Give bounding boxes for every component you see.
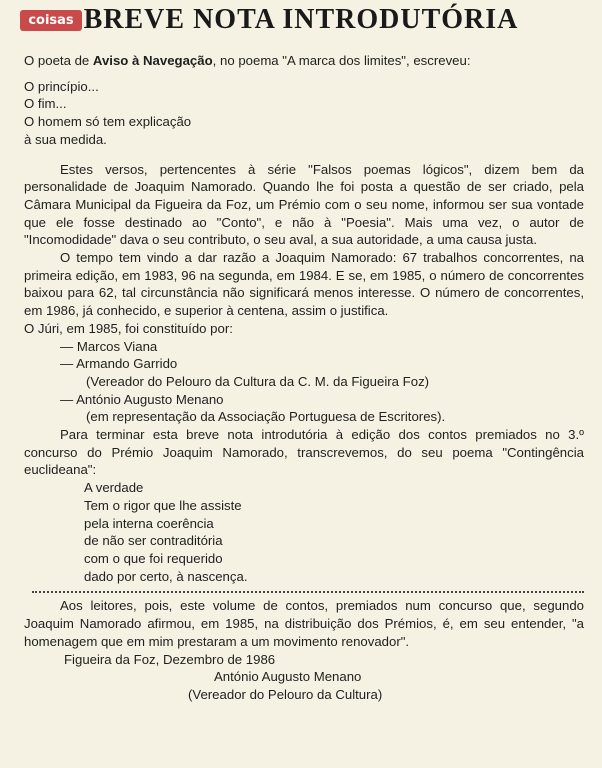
place-date: Figueira da Foz, Dezembro de 1986 (64, 651, 276, 667)
verse-line: O fim... (24, 96, 67, 112)
poem-line: A verdade (84, 480, 144, 496)
spacer (24, 149, 584, 161)
intro-before: O poeta de (24, 53, 93, 68)
page-title: BREVE NOTA INTRODUTÓRIA (83, 4, 519, 35)
jury-member: — António Augusto Menano (60, 391, 224, 407)
paragraph-4: Aos leitores, pois, este volume de contos, premiados num concurso que, segundo Joaquim Namorado afirmou, em 1985, na distribuição dos Prémios, é, em seu entender, "a homenagem que em mim prestaram a um movimento renovador". (24, 598, 584, 649)
verse-line: O homem só tem explicação (24, 114, 192, 130)
paragraph-1: Estes versos, pertencentes à série "Falsos poemas lógicos", dizem bem da personalidade de Joaquim Namorado. Quando lhe foi posta a questão de ser criado, pela Câmara Municipal da Figueira da Foz, um Prémio com o seu nome, informou ser sua vontade que ele fosse destinado ao "Conto", e não à "Poesia". Mais uma vez, o autor de "Incomodidade" dava o seu contributo, o seu aval, a sua autoridade, a uma causa justa. (24, 161, 584, 248)
jury-member-note: (Vereador do Pelouro da Cultura da C. M. da Figueira Foz) (86, 373, 430, 389)
intro-book-title: Aviso à Navegação (92, 53, 213, 68)
paragraph-2: O tempo tem vindo a dar razão a Joaquim Namorado: 67 trabalhos concorrentes, na primeira edição, em 1983, 96 na segunda, em 1984. E se, em 1985, o número de concorrentes baixou para 62, tal circunstância não significará menos interesse. O número de concorrentes, em 1986, já conhecido, e superior à centena, assim o justifica. (24, 250, 584, 319)
verse-line: O princípio... (24, 78, 99, 94)
document-body (24, 52, 584, 704)
watermark-logo: coisas (20, 10, 82, 31)
intro-line (24, 52, 584, 70)
jury-member-note: (em representação da Associação Portuguesa de Escritores). (86, 409, 446, 425)
dotted-divider (32, 591, 584, 593)
verse-line: à sua medida. (24, 131, 107, 147)
signature-role: (Vereador do Pelouro da Cultura) (188, 686, 383, 702)
jury-member: — Marcos Viana (60, 338, 158, 354)
jury-member: — Armando Garrido (60, 356, 178, 372)
poem-line: pela interna coerência (84, 515, 214, 531)
intro-after: , no poema "A marca dos limites", escreveu: (212, 53, 471, 68)
poem-line: com o que foi requerido (84, 550, 223, 566)
spacer (24, 70, 584, 78)
signature-name: António Augusto Menano (214, 669, 362, 685)
poem-line: de não ser contraditória (84, 533, 223, 549)
poem-line: dado por certo, à nascença. (84, 568, 248, 584)
jury-intro: O Júri, em 1985, foi constituído por: (24, 320, 233, 336)
poem-line: Tem o rigor que lhe assiste (84, 497, 242, 513)
paragraph-3: Para terminar esta breve nota introdutória à edição dos contos premiados no 3.º concurso do Prémio Joaquim Namorado, transcrevemos, do seu poema "Contingência euclideana": (24, 427, 584, 478)
